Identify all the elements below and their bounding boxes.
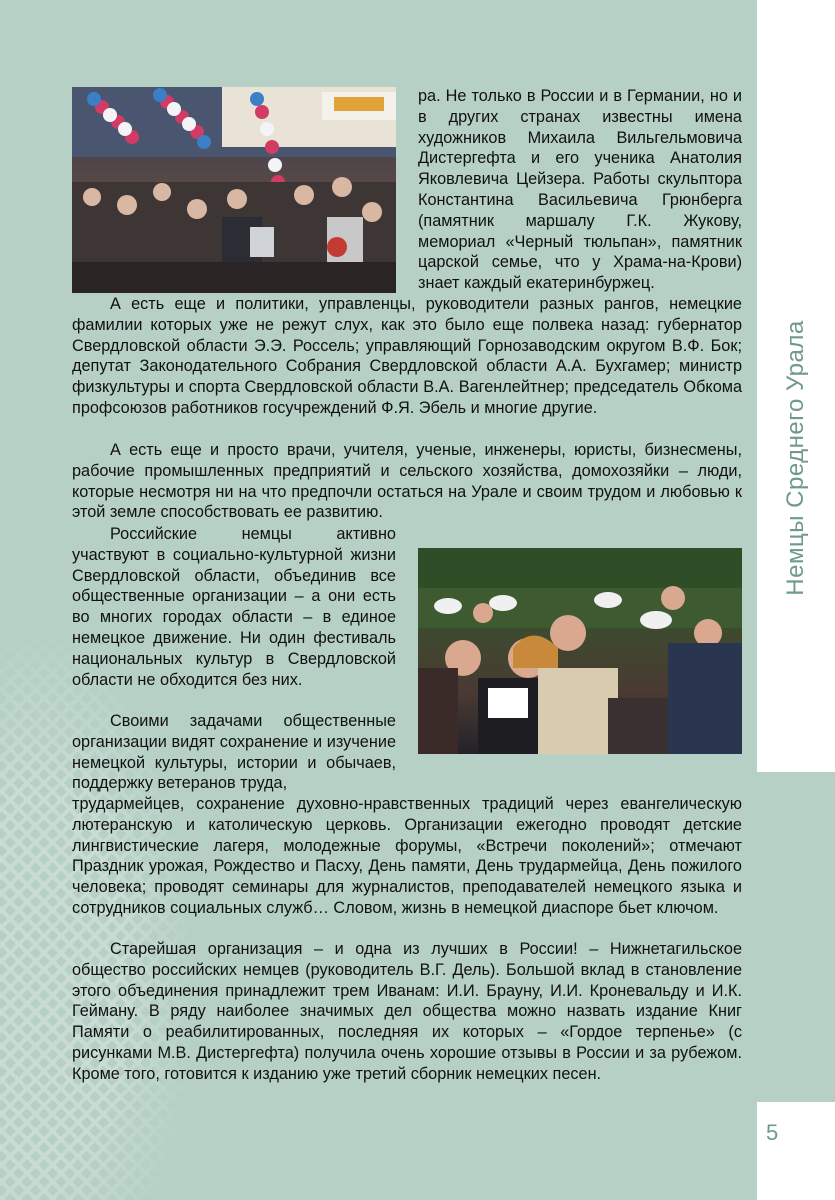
page-number: 5 xyxy=(766,1120,779,1145)
paragraph-social-cultural-life: Российские немцы активно участвуют в социально-культурной жизни Свердловской области, объединив все общественные организации – а они есть во многих городах области – в единое немецкое движение. Ни один фестиваль национальных культур в Свердловской области не обходится без них. xyxy=(72,525,396,689)
dancing-couples-photo xyxy=(418,548,742,754)
paragraph-artists: ра. Не только в России и в Германии, но и в других странах известны имена художников Михаила Вильгельмовича Дистергефта и его ученика Анатолия Яковлевича Цейзера. Работы скульптора Константина Васильевича Грюнберга (памятник маршалу Г.К. Жукову, мемориал «Черный тюльпан», памятник царской семье, что у Храма-на-Крови) знает каждый екатеринбуржец. xyxy=(418,87,742,293)
running-title: Немцы Среднего Урала xyxy=(782,320,809,596)
paragraph-professions: А есть еще и просто врачи, учителя, ученые, инженеры, юристы, бизнесмены, рабочие промышленных предприятий и сельского хозяйства, домохозяйки – люди, которые несмотря ни на что предпочли остаться на Урале и своим трудом и любовью к этой земле способствовать ее развитию. xyxy=(72,441,742,522)
paragraph-organization-goals-continued: трудармейцев, сохранение духовно-нравственных традиций через евангелическую лютеранскую и католическую церковь. Организации ежегодно проводят детские лингвистические лагеря, молодежные форумы, «Встречи поколений»; отмечают Праздник урожая, Рождество и Пасху, День памяти, День трудармейца, День пожилого человека; проводят семинары для журналистов, преподавателей немецкого языка и сотрудников социальных служб… Словом, жизнь в немецкой диаспоре бьет ключом. xyxy=(72,795,742,917)
side-panel-middle xyxy=(757,772,835,1102)
paragraph-organization-goals-start: Своими задачами общественные организации видят сохранение и изучение немецкой культуры, истории и обычаев, поддержку ветеранов труда, xyxy=(72,712,396,793)
paragraph-politicians: А есть еще и политики, управленцы, руководители разных рангов, немецкие фамилии которых уже не режут слух, как это было еще полвека назад: губернатор Свердловской области Э.Э. Россель; управляющий Горнозаводским округом В.Ф. Бок; депутат Законодательного Собрания Свердловской области А.А. Бухгамер; министр физкультуры и спорта Свердловской области В.А. Вагенлейтнер; председатель Обкома профсоюзов работников госучреждений Ф.Я. Эбель и многие другие. xyxy=(72,295,742,417)
festival-crowd-photo xyxy=(72,87,396,293)
paragraph-nizhny-tagil-society: Старейшая организация – и одна из лучших в России! – Нижнетагильское общество российских немцев (руководитель В.Г. Дель). Большой вклад в становление этого объединения принадлежит трем Иванам: И.И. Брауну, И.И. Кроневальду и И.К. Гейману. В ряду наиболее значимых дел общества можно назвать издание Книг Памяти о реабилитированных, последняя их которых – «Гордое терпенье» (с рисунками М.В. Дистергефта) получила очень хорошие отзывы в России и за рубежом. Кроме того, готовится к изданию уже третий сборник немецких песен. xyxy=(72,940,742,1083)
side-panel-bottom xyxy=(757,1102,835,1200)
